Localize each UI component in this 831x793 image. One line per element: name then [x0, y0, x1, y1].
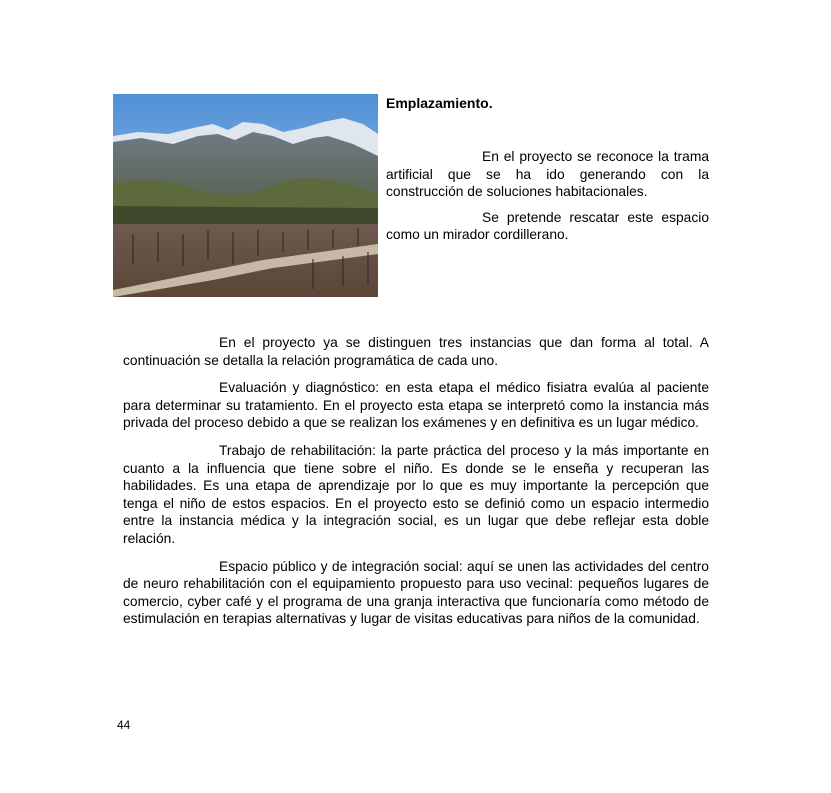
body-paragraph: Trabajo de rehabilitación: la parte práctica del proceso y la más importante en cuanto a la influencia que tiene sobre el niño. Es donde se le enseña y recuperan las habilidades. Es una etapa de aprendizaje por lo que es muy importante la percepción que tenga el niño de estos espacios. En el proyecto esto se definió como un espacio intermedio entre la instancia médica y la integración social, es un lugar que debe reflejar esta doble relación.	[123, 442, 709, 546]
body-paragraph: En el proyecto ya se distinguen tres instancias que dan forma al total. A continuación se detalla la relación programática de cada uno.	[123, 335, 709, 368]
body-text	[123, 334, 709, 638]
side-text	[386, 94, 709, 252]
side-paragraph: Se pretende rescatar este espacio como un mirador cordillerano.	[386, 209, 709, 243]
side-paragraph: En el proyecto se reconoce la trama artificial que se ha ido generando con la construcción de soluciones habitacionales.	[386, 149, 709, 200]
section-heading: Emplazamiento.	[386, 95, 493, 111]
mountain-landscape-photo	[113, 94, 378, 297]
body-paragraph: Espacio público y de integración social: aquí se unen las actividades del centro de neuro rehabilitación con el equipamiento propuesto para uso vecinal: pequeños lugares de comercio, cyber café y el programa de una granja interactiva que funcionaría como método de estimulación en terapias alternativas y lugar de visitas educativas para niños de la comunidad.	[123, 558, 709, 627]
body-paragraph: Evaluación y diagnóstico: en esta etapa el médico fisiatra evalúa al paciente para determinar su tratamiento. En el proyecto esta etapa se interpretó como la instancia más privada del proceso debido a que se realizan los exámenes y en definitiva es un lugar médico.	[123, 380, 709, 431]
page-number: 44	[117, 718, 131, 732]
